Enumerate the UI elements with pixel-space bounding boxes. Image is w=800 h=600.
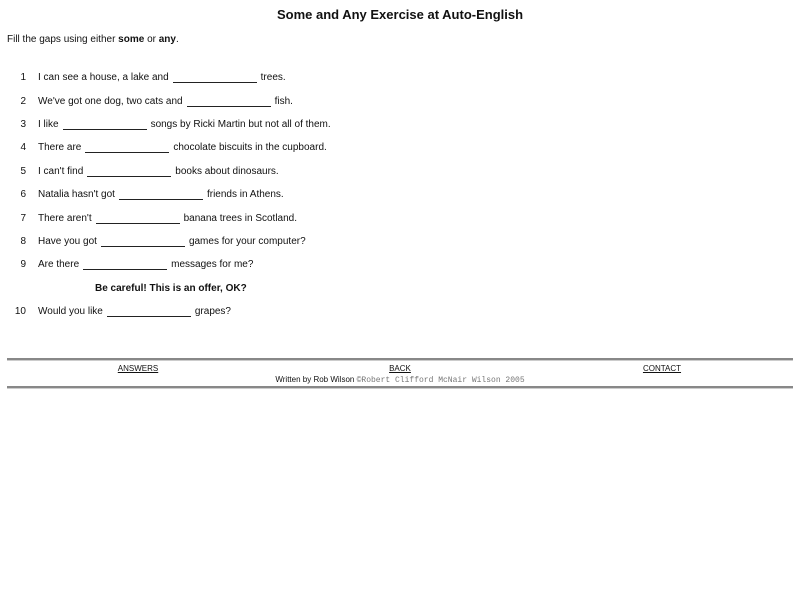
answers-link[interactable]: ANSWERS	[117, 364, 159, 373]
back-link[interactable]: BACK	[389, 364, 411, 373]
gap-input[interactable]	[187, 96, 271, 107]
gap-input[interactable]	[173, 72, 257, 83]
exercise-item	[0, 300, 331, 323]
gap-input[interactable]	[101, 236, 185, 247]
item-text-after: trees.	[260, 72, 286, 84]
gap-input[interactable]	[119, 189, 203, 200]
footer-top-divider	[7, 358, 793, 361]
item-text-before: There aren't	[38, 212, 92, 224]
item-number: 6	[20, 189, 26, 201]
gap-input[interactable]	[107, 306, 191, 317]
item-text-after: books about dinosaurs.	[175, 165, 279, 177]
exercise-item	[0, 136, 331, 159]
item-text-before: Have you got	[38, 235, 97, 247]
item-number: 5	[20, 165, 26, 177]
offer-note: Be careful! This is an offer, OK?	[95, 282, 247, 294]
item-text-before: There are	[38, 142, 82, 154]
exercise-item	[0, 230, 331, 253]
item-number: 9	[20, 259, 26, 271]
item-number: 7	[20, 212, 26, 224]
item-text-before: Are there	[38, 259, 80, 271]
item-text-after: grapes?	[194, 306, 231, 318]
footer-links	[7, 364, 793, 373]
footer-bottom-divider	[7, 386, 793, 389]
item-text-after: chocolate biscuits in the cupboard.	[173, 142, 327, 154]
item-text-before: Natalia hasn't got	[38, 189, 115, 201]
credit	[0, 375, 800, 385]
instructions-or: or	[144, 34, 159, 45]
instructions-text: Fill the gaps using either	[7, 34, 119, 45]
item-text-after: banana trees in Scotland.	[183, 212, 298, 224]
instructions-period: .	[175, 34, 179, 45]
item-text-after: songs by Ricki Martin but not all of them.	[150, 118, 331, 130]
item-number: 1	[20, 72, 26, 84]
contact-link[interactable]: CONTACT	[642, 364, 682, 373]
item-number: 8	[20, 235, 26, 247]
item-text-after: fish.	[274, 95, 293, 107]
exercise-item	[0, 206, 331, 229]
exercise-item	[0, 253, 331, 276]
item-text-after: messages for me?	[171, 259, 254, 271]
exercise-item	[0, 183, 331, 206]
item-number: 4	[20, 142, 26, 154]
exercise-item	[0, 66, 331, 89]
item-text-before: Would you like	[38, 306, 103, 318]
item-number: 10	[14, 306, 26, 318]
written-by: Written by Rob Wilson	[275, 375, 355, 384]
exercise-list	[0, 66, 331, 323]
page-title: Some and Any Exercise at Auto-English	[276, 7, 524, 22]
item-text-before: I like	[38, 118, 59, 130]
item-text-after: games for your computer?	[188, 235, 306, 247]
exercise-item	[0, 89, 331, 112]
gap-input[interactable]	[85, 142, 169, 153]
word-some: some	[118, 34, 145, 45]
item-number: 2	[20, 95, 26, 107]
exercise-item	[0, 113, 331, 136]
gap-input[interactable]	[87, 166, 171, 177]
item-number: 3	[20, 118, 26, 130]
item-text-after: friends in Athens.	[206, 189, 284, 201]
word-any: any	[158, 34, 176, 45]
gap-input[interactable]	[63, 119, 147, 130]
item-text-before: We've got one dog, two cats and	[38, 95, 183, 107]
instructions	[7, 34, 179, 45]
gap-input[interactable]	[96, 213, 180, 224]
item-text-before: I can't find	[38, 165, 84, 177]
item-text-before: I can see a house, a lake and	[38, 72, 169, 84]
copyright: ©Robert Clifford McNair Wilson 2005	[356, 376, 525, 385]
gap-input[interactable]	[83, 259, 167, 270]
exercise-item	[0, 160, 331, 183]
